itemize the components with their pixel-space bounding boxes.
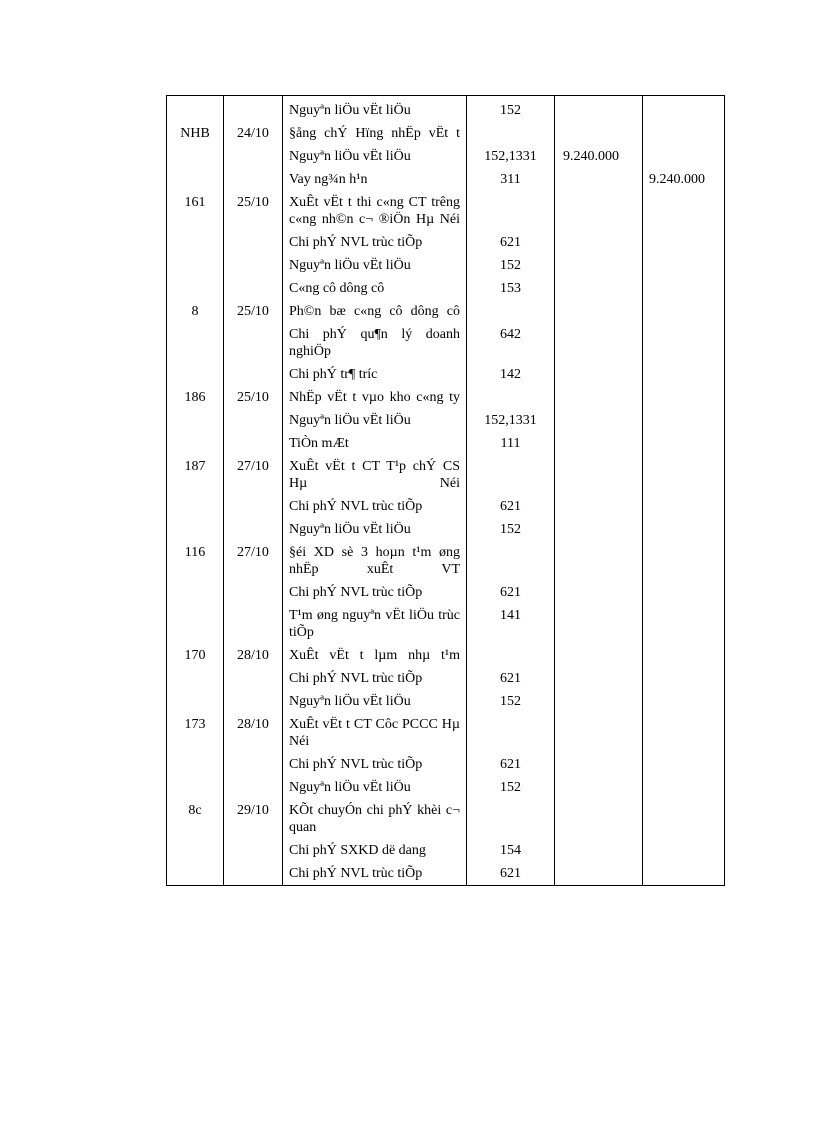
table-row	[167, 753, 725, 776]
description-cell: §ång chÝ Hïng nhËp vËt t	[283, 122, 467, 145]
voucher-date-cell	[224, 145, 283, 168]
credit-amount-cell	[643, 409, 725, 432]
table-row	[167, 690, 725, 713]
credit-amount-cell	[643, 96, 725, 123]
credit-amount-cell	[643, 644, 725, 667]
account-code-cell	[467, 644, 555, 667]
account-code-cell: 154	[467, 839, 555, 862]
ledger-body	[167, 96, 725, 886]
description-cell: Chi phÝ tr¶ tríc	[283, 363, 467, 386]
voucher-number-cell	[167, 409, 224, 432]
debit-amount-cell	[555, 753, 643, 776]
debit-amount-cell	[555, 713, 643, 753]
voucher-date-cell	[224, 323, 283, 363]
account-code-cell: 152,1331	[467, 409, 555, 432]
debit-amount-cell	[555, 191, 643, 231]
account-code-cell: 141	[467, 604, 555, 644]
table-row	[167, 581, 725, 604]
debit-amount-cell	[555, 363, 643, 386]
debit-amount-cell	[555, 776, 643, 799]
voucher-date-cell: 25/10	[224, 300, 283, 323]
voucher-number-cell	[167, 168, 224, 191]
voucher-date-cell: 25/10	[224, 191, 283, 231]
credit-amount-cell	[643, 495, 725, 518]
voucher-number-cell: 161	[167, 191, 224, 231]
voucher-date-cell	[224, 839, 283, 862]
account-code-cell	[467, 713, 555, 753]
table-row	[167, 231, 725, 254]
account-code-cell: 111	[467, 432, 555, 455]
table-row	[167, 455, 725, 495]
table-row	[167, 363, 725, 386]
debit-amount-cell	[555, 432, 643, 455]
account-code-cell: 642	[467, 323, 555, 363]
debit-amount-cell	[555, 386, 643, 409]
credit-amount-cell	[643, 122, 725, 145]
credit-amount-cell	[643, 713, 725, 753]
description-cell: C«ng cô dông cô	[283, 277, 467, 300]
credit-amount-cell	[643, 300, 725, 323]
account-code-cell	[467, 455, 555, 495]
debit-amount-cell	[555, 604, 643, 644]
debit-amount-cell	[555, 667, 643, 690]
credit-amount-cell	[643, 753, 725, 776]
debit-amount-cell	[555, 409, 643, 432]
table-row	[167, 409, 725, 432]
credit-amount-cell	[643, 145, 725, 168]
voucher-date-cell	[224, 254, 283, 277]
debit-amount-cell	[555, 277, 643, 300]
ledger-table	[166, 95, 725, 886]
voucher-number-cell	[167, 363, 224, 386]
credit-amount-cell	[643, 323, 725, 363]
voucher-date-cell: 28/10	[224, 644, 283, 667]
debit-amount-cell	[555, 300, 643, 323]
credit-amount-cell	[643, 231, 725, 254]
debit-amount-cell	[555, 323, 643, 363]
credit-amount-cell	[643, 667, 725, 690]
table-row	[167, 96, 725, 123]
debit-amount-cell	[555, 455, 643, 495]
account-code-cell: 621	[467, 231, 555, 254]
voucher-number-cell: 170	[167, 644, 224, 667]
voucher-date-cell	[224, 667, 283, 690]
table-row	[167, 713, 725, 753]
table-row	[167, 644, 725, 667]
table-row	[167, 277, 725, 300]
description-cell: Nguyªn liÖu vËt liÖu	[283, 145, 467, 168]
voucher-number-cell	[167, 581, 224, 604]
credit-amount-cell	[643, 455, 725, 495]
description-cell: T¹m øng nguyªn vËt liÖu trùc tiÕp	[283, 604, 467, 644]
account-code-cell	[467, 300, 555, 323]
voucher-number-cell: 8	[167, 300, 224, 323]
account-code-cell	[467, 799, 555, 839]
voucher-number-cell	[167, 231, 224, 254]
account-code-cell	[467, 386, 555, 409]
voucher-date-cell	[224, 862, 283, 886]
voucher-date-cell	[224, 96, 283, 123]
voucher-date-cell	[224, 277, 283, 300]
credit-amount-cell	[643, 541, 725, 581]
debit-amount-cell	[555, 839, 643, 862]
account-code-cell: 153	[467, 277, 555, 300]
table-row	[167, 518, 725, 541]
voucher-number-cell	[167, 753, 224, 776]
description-cell: Nguyªn liÖu vËt liÖu	[283, 96, 467, 123]
table-row	[167, 168, 725, 191]
voucher-number-cell	[167, 518, 224, 541]
table-row	[167, 799, 725, 839]
debit-amount-cell	[555, 122, 643, 145]
table-row	[167, 541, 725, 581]
debit-amount-cell	[555, 168, 643, 191]
description-cell: Chi phÝ qu¶n lý doanh nghiÖp	[283, 323, 467, 363]
voucher-number-cell	[167, 432, 224, 455]
description-cell: Chi phÝ NVL trùc tiÕp	[283, 753, 467, 776]
voucher-date-cell	[224, 604, 283, 644]
table-row	[167, 386, 725, 409]
credit-amount-cell	[643, 604, 725, 644]
table-row	[167, 145, 725, 168]
credit-amount-cell	[643, 518, 725, 541]
account-code-cell: 621	[467, 581, 555, 604]
account-code-cell: 311	[467, 168, 555, 191]
credit-amount-cell	[643, 191, 725, 231]
credit-amount-cell	[643, 862, 725, 886]
voucher-date-cell	[224, 581, 283, 604]
table-row	[167, 495, 725, 518]
description-cell: Chi phÝ NVL trùc tiÕp	[283, 862, 467, 886]
voucher-number-cell	[167, 145, 224, 168]
voucher-number-cell	[167, 690, 224, 713]
credit-amount-cell	[643, 839, 725, 862]
account-code-cell: 152	[467, 776, 555, 799]
debit-amount-cell	[555, 96, 643, 123]
debit-amount-cell	[555, 799, 643, 839]
voucher-date-cell: 25/10	[224, 386, 283, 409]
voucher-number-cell	[167, 776, 224, 799]
debit-amount-cell	[555, 518, 643, 541]
voucher-number-cell: NHB	[167, 122, 224, 145]
voucher-date-cell	[224, 363, 283, 386]
credit-amount-cell	[643, 277, 725, 300]
description-cell: Ph©n bæ c«ng cô dông cô	[283, 300, 467, 323]
voucher-date-cell	[224, 168, 283, 191]
voucher-number-cell	[167, 862, 224, 886]
description-cell: XuÊt vËt t lµm nhµ t¹m	[283, 644, 467, 667]
account-code-cell	[467, 541, 555, 581]
description-cell: Nguyªn liÖu vËt liÖu	[283, 254, 467, 277]
credit-amount-cell	[643, 776, 725, 799]
description-cell: Nguyªn liÖu vËt liÖu	[283, 518, 467, 541]
voucher-date-cell	[224, 690, 283, 713]
table-row	[167, 254, 725, 277]
account-code-cell: 621	[467, 667, 555, 690]
description-cell: §éi XD sè 3 hoµn t¹m øng nhËp xuÊt VT	[283, 541, 467, 581]
debit-amount-cell	[555, 231, 643, 254]
credit-amount-cell	[643, 690, 725, 713]
account-code-cell: 152	[467, 690, 555, 713]
voucher-number-cell	[167, 604, 224, 644]
description-cell: KÕt chuyÓn chi phÝ khèi c¬ quan	[283, 799, 467, 839]
debit-amount-cell	[555, 254, 643, 277]
debit-amount-cell	[555, 541, 643, 581]
credit-amount-cell	[643, 581, 725, 604]
voucher-number-cell	[167, 667, 224, 690]
table-row	[167, 862, 725, 886]
account-code-cell: 152	[467, 518, 555, 541]
description-cell: Nguyªn liÖu vËt liÖu	[283, 409, 467, 432]
debit-amount-cell	[555, 495, 643, 518]
description-cell: NhËp vËt t vµo kho c«ng ty	[283, 386, 467, 409]
account-code-cell: 621	[467, 862, 555, 886]
description-cell: Nguyªn liÖu vËt liÖu	[283, 776, 467, 799]
description-cell: Vay ng¾n h¹n	[283, 168, 467, 191]
credit-amount-cell	[643, 254, 725, 277]
voucher-number-cell	[167, 254, 224, 277]
debit-amount-cell	[555, 581, 643, 604]
account-code-cell	[467, 122, 555, 145]
account-code-cell: 621	[467, 495, 555, 518]
description-cell: XuÊt vËt t CT Côc PCCC Hµ Néi	[283, 713, 467, 753]
voucher-date-cell: 24/10	[224, 122, 283, 145]
voucher-date-cell	[224, 518, 283, 541]
table-row	[167, 667, 725, 690]
credit-amount-cell	[643, 799, 725, 839]
voucher-number-cell	[167, 495, 224, 518]
table-row	[167, 839, 725, 862]
account-code-cell: 152,1331	[467, 145, 555, 168]
description-cell: Chi phÝ NVL trùc tiÕp	[283, 495, 467, 518]
voucher-date-cell: 29/10	[224, 799, 283, 839]
description-cell: XuÊt vËt t CT T¹p chÝ CS Hµ Néi	[283, 455, 467, 495]
table-row	[167, 191, 725, 231]
credit-amount-cell	[643, 363, 725, 386]
voucher-date-cell: 27/10	[224, 455, 283, 495]
description-cell: Chi phÝ NVL trùc tiÕp	[283, 667, 467, 690]
table-row	[167, 122, 725, 145]
voucher-date-cell: 28/10	[224, 713, 283, 753]
account-code-cell: 152	[467, 96, 555, 123]
voucher-number-cell	[167, 839, 224, 862]
voucher-date-cell	[224, 409, 283, 432]
account-code-cell: 152	[467, 254, 555, 277]
voucher-date-cell: 27/10	[224, 541, 283, 581]
debit-amount-cell	[555, 690, 643, 713]
description-cell: Chi phÝ NVL trùc tiÕp	[283, 231, 467, 254]
voucher-number-cell: 116	[167, 541, 224, 581]
debit-amount-cell: 9.240.000	[555, 145, 643, 168]
voucher-number-cell	[167, 277, 224, 300]
voucher-number-cell: 8c	[167, 799, 224, 839]
voucher-number-cell: 187	[167, 455, 224, 495]
voucher-date-cell	[224, 432, 283, 455]
account-code-cell: 621	[467, 753, 555, 776]
voucher-date-cell	[224, 776, 283, 799]
voucher-number-cell	[167, 323, 224, 363]
table-row	[167, 300, 725, 323]
account-code-cell: 142	[467, 363, 555, 386]
voucher-number-cell: 173	[167, 713, 224, 753]
description-cell: Chi phÝ SXKD dë dang	[283, 839, 467, 862]
description-cell: XuÊt vËt t thi c«ng CT trêng c«ng nh©n c¬ ®iÖn Hµ Néi	[283, 191, 467, 231]
debit-amount-cell	[555, 862, 643, 886]
debit-amount-cell	[555, 644, 643, 667]
description-cell: Chi phÝ NVL trùc tiÕp	[283, 581, 467, 604]
account-code-cell	[467, 191, 555, 231]
credit-amount-cell	[643, 432, 725, 455]
description-cell: Nguyªn liÖu vËt liÖu	[283, 690, 467, 713]
voucher-number-cell: 186	[167, 386, 224, 409]
table-row	[167, 323, 725, 363]
voucher-date-cell	[224, 231, 283, 254]
voucher-date-cell	[224, 753, 283, 776]
voucher-number-cell	[167, 96, 224, 123]
table-row	[167, 604, 725, 644]
description-cell: TiÒn mÆt	[283, 432, 467, 455]
credit-amount-cell	[643, 386, 725, 409]
credit-amount-cell: 9.240.000	[643, 168, 725, 191]
voucher-date-cell	[224, 495, 283, 518]
table-row	[167, 432, 725, 455]
table-row	[167, 776, 725, 799]
